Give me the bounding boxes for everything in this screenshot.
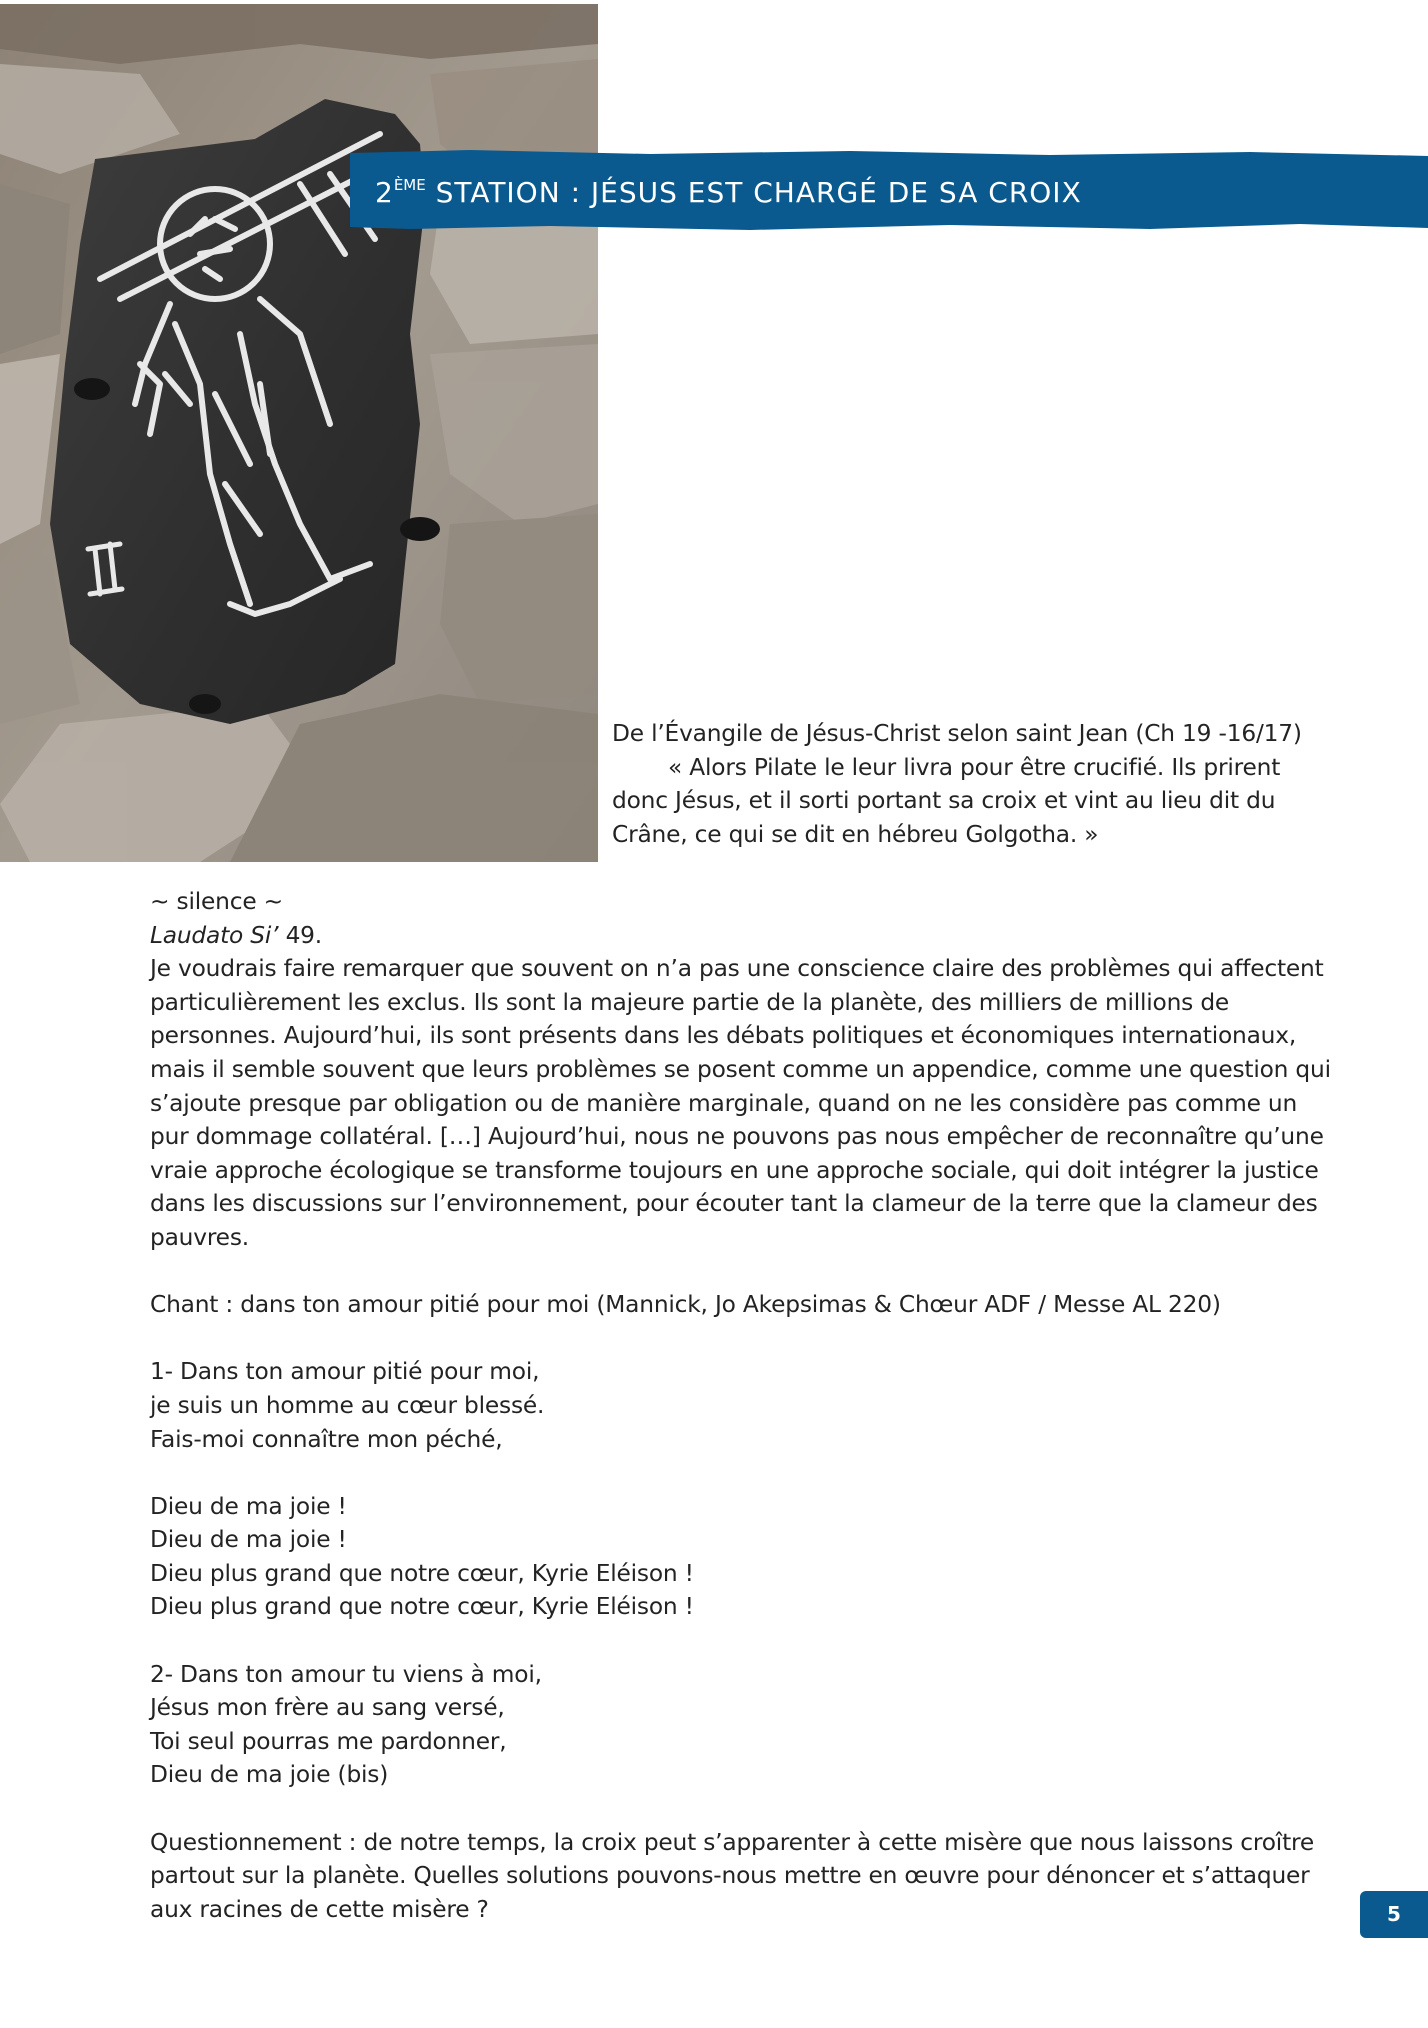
spacer [150, 1322, 1350, 1356]
title-prefix: 2 [375, 176, 394, 209]
verse-line: 1- Dans ton amour pitié pour moi, [150, 1358, 540, 1386]
spacer [150, 1456, 1350, 1490]
gospel-line: donc Jésus, et il sorti portant sa croix et vint au lieu dit du [612, 787, 1276, 815]
page-number-tab [1360, 1891, 1428, 1938]
quote-line: dans les discussions sur l’environnement, pour écouter tant la clameur de la terre que la clameur des [150, 1190, 1318, 1218]
quote-line: pur dommage collatéral. […] Aujourd’hui, nous ne pouvons pas nous empêcher de reconnaître qu’une [150, 1123, 1324, 1151]
refrain-line: Dieu de ma joie ! [150, 1526, 347, 1554]
refrain-line: Dieu plus grand que notre cœur, Kyrie Eléison ! [150, 1559, 694, 1587]
questioning-line: partout sur la planète. Quelles solutions pouvons-nous mettre en œuvre pour dénoncer et s’attaquer [150, 1862, 1310, 1890]
quote-line: vraie approche écologique se transforme toujours en une approche sociale, qui doit intégrer la justice [150, 1156, 1319, 1184]
body-text [150, 885, 1350, 1926]
laudato-reference [150, 919, 1350, 953]
chant-title: Chant : dans ton amour pitié pour moi (Mannick, Jo Akepsimas & Chœur ADF / Messe AL 220) [150, 1291, 1221, 1319]
laudato-title: Laudato Si’ [150, 921, 279, 949]
silence-note: ~ silence ~ [150, 888, 283, 915]
gospel-reference: De l’Évangile de Jésus-Christ selon saint Jean (Ch 19 -16/17) [612, 720, 1302, 747]
spacer [150, 1255, 1350, 1289]
gospel-line: Crâne, ce qui se dit en hébreu Golgotha. » [612, 820, 1099, 848]
title-rest: STATION : JÉSUS EST CHARGÉ DE SA CROIX [425, 176, 1082, 209]
refrain-line: Dieu plus grand que notre cœur, Kyrie Eléison ! [150, 1593, 694, 1621]
verse-line: je suis un homme au cœur blessé. [150, 1391, 545, 1419]
quote-line: personnes. Aujourd’hui, ils sont présents dans les débats politiques et économiques internationaux, [150, 1022, 1297, 1050]
page-number: 5 [1387, 1902, 1401, 1926]
verse-line: Toi seul pourras me pardonner, [150, 1727, 507, 1755]
verse-line: Jésus mon frère au sang versé, [150, 1694, 505, 1722]
title-superscript: ÈME [393, 176, 426, 194]
spacer [150, 1792, 1350, 1826]
quote-line: mais il semble souvent que leurs problèmes se posent comme un appendice, comme une question qui [150, 1055, 1331, 1083]
page-title [375, 176, 1082, 209]
refrain-line: Dieu de ma joie ! [150, 1492, 347, 1520]
laudato-number: 49. [278, 921, 323, 949]
quote-line: Je voudrais faire remarquer que souvent on n’a pas une conscience claire des problèmes qui affectent [150, 955, 1324, 983]
verse-line: 2- Dans ton amour tu viens à moi, [150, 1660, 542, 1688]
quote-line: particulièrement les exclus. Ils sont la majeure partie de la planète, des milliers de millions de [150, 988, 1230, 1016]
quote-line: pauvres. [150, 1223, 249, 1251]
questioning-line: aux racines de cette misère ? [150, 1895, 489, 1923]
bracket [189, 694, 221, 714]
verse-line: Fais-moi connaître mon péché, [150, 1425, 503, 1453]
spacer [150, 1624, 1350, 1658]
gospel-line-text: « Alors Pilate le leur livra pour être crucifié. Ils prirent [668, 753, 1281, 781]
bracket [400, 517, 440, 541]
quote-line: s’ajoute presque par obligation ou de manière marginale, quand on ne les considère pas comme un [150, 1089, 1298, 1117]
gospel-line [612, 751, 1412, 785]
verse-line: Dieu de ma joie (bis) [150, 1761, 389, 1789]
questioning-line: Questionnement : de notre temps, la croix peut s’apparenter à cette misère que nous laissons croître [150, 1828, 1315, 1856]
bracket [74, 378, 110, 400]
gospel-passage [612, 717, 1412, 851]
station-photo [0, 4, 598, 862]
